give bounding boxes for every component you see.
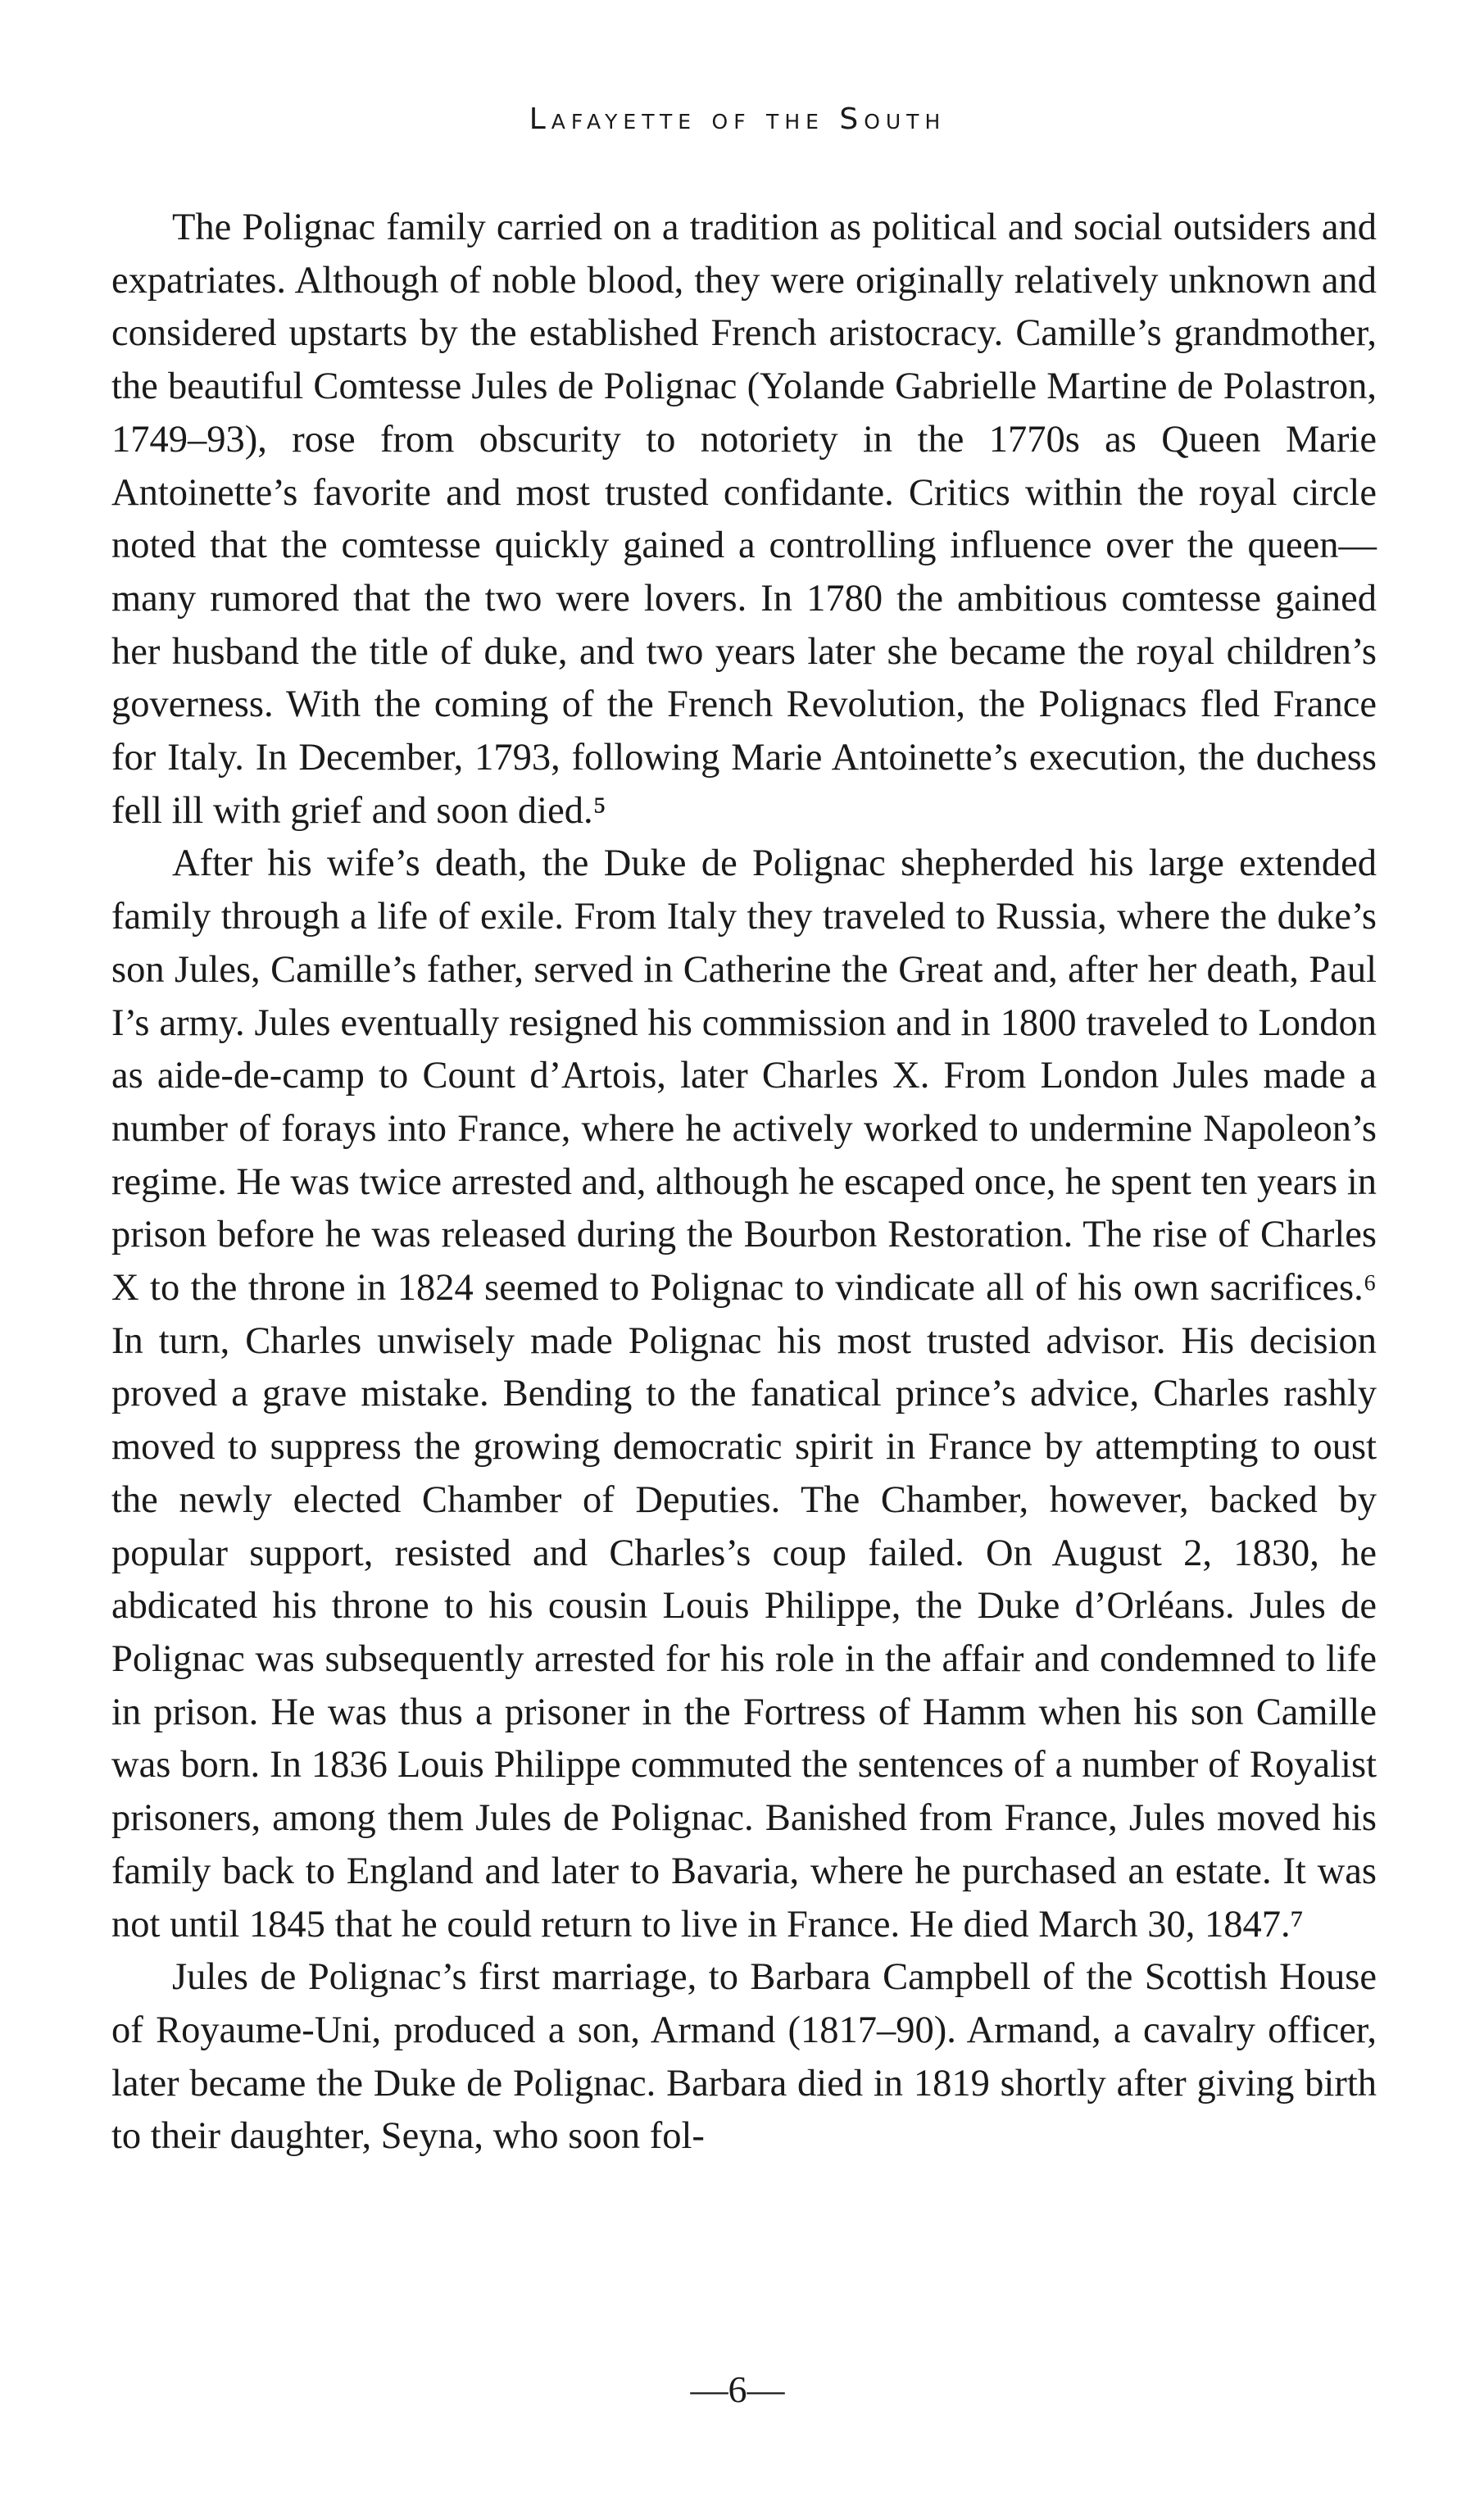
page-number: —6— — [690, 2368, 785, 2410]
paragraph-polignac-family: The Polignac family carried on a tradition as political and social outsiders and expatriates. Although of noble blood, they were originally relatively unknown and considered upstarts by the established French aristocracy. Camille’s grandmother, the beautiful Comtesse Jules de Polignac (Yolande Gabrielle Martine de Polastron, 1749–93), rose from obscurity to notoriety in the 1770s as Queen Marie Antoinette’s favorite and most trusted confidante. Critics within the royal circle noted that the comtesse quickly gained a controlling influence over the queen—many rumored that the two were lovers. In 1780 the ambitious comtesse gained her husband the title of duke, and two years later she became the royal children’s governess. With the coming of the French Revolution, the Polignacs fled France for Italy. In December, 1793, following Marie Antoinette’s execution, the duchess fell ill with grief and soon died.⁵ — [111, 207, 1377, 832]
paragraph-duke-exile: After his wife’s death, the Duke de Polignac shepherded his large extended family through a life of exile. From Italy they traveled to Russia, where the duke’s son Jules, Camille’s father, served in Catherine the Great and, after her death, Paul I’s army. Jules eventually resigned his commission and in 1800 traveled to London as aide-de-camp to Count d’Artois, later Charles X. From London Jules made a number of forays into France, where he actively worked to undermine Napoleon’s regime. He was twice arrested and, although he escaped once, he spent ten years in prison before he was released during the Bourbon Restoration. The rise of Charles X to the throne in 1824 seemed to Polignac to vindicate all of his own sacrifices.⁶ In turn, Charles unwisely made Polignac his most trusted advisor. His decision proved a grave mistake. Bending to the fanatical prince’s advice, Charles rashly moved to suppress the growing democratic spirit in France by attempting to oust the newly elected Chamber of Deputies. The Chamber, however, backed by popular support, resisted and Charles’s coup failed. On August 2, 1830, he abdicated his throne to his cousin Louis Philippe, the Duke d’Orléans. Jules de Polignac was subsequently arrested for his role in the affair and condemned to life in prison. He was thus a prisoner in the Fortress of Hamm when his son Camille was born. In 1836 Louis Philippe commuted the sentences of a number of Royalist prisoners, among them Jules de Polignac. Banished from France, Jules moved his family back to England and later to Bavaria, where he purchased an estate. It was not until 1845 that he could return to live in France. He died March 30, 1847.⁷ — [111, 842, 1377, 1946]
body-text — [111, 202, 1377, 2164]
paragraph-first-marriage: Jules de Polignac’s first marriage, to Barbara Campbell of the Scottish House of Royaume-Uni, produced a son, Armand (1817–90). Armand, a cavalry officer, later became the Duke de Polignac. Barbara died in 1819 shortly after giving birth to their daughter, Seyna, who soon fol- — [111, 1956, 1377, 2158]
running-head: Lafayette of the South — [529, 102, 946, 136]
